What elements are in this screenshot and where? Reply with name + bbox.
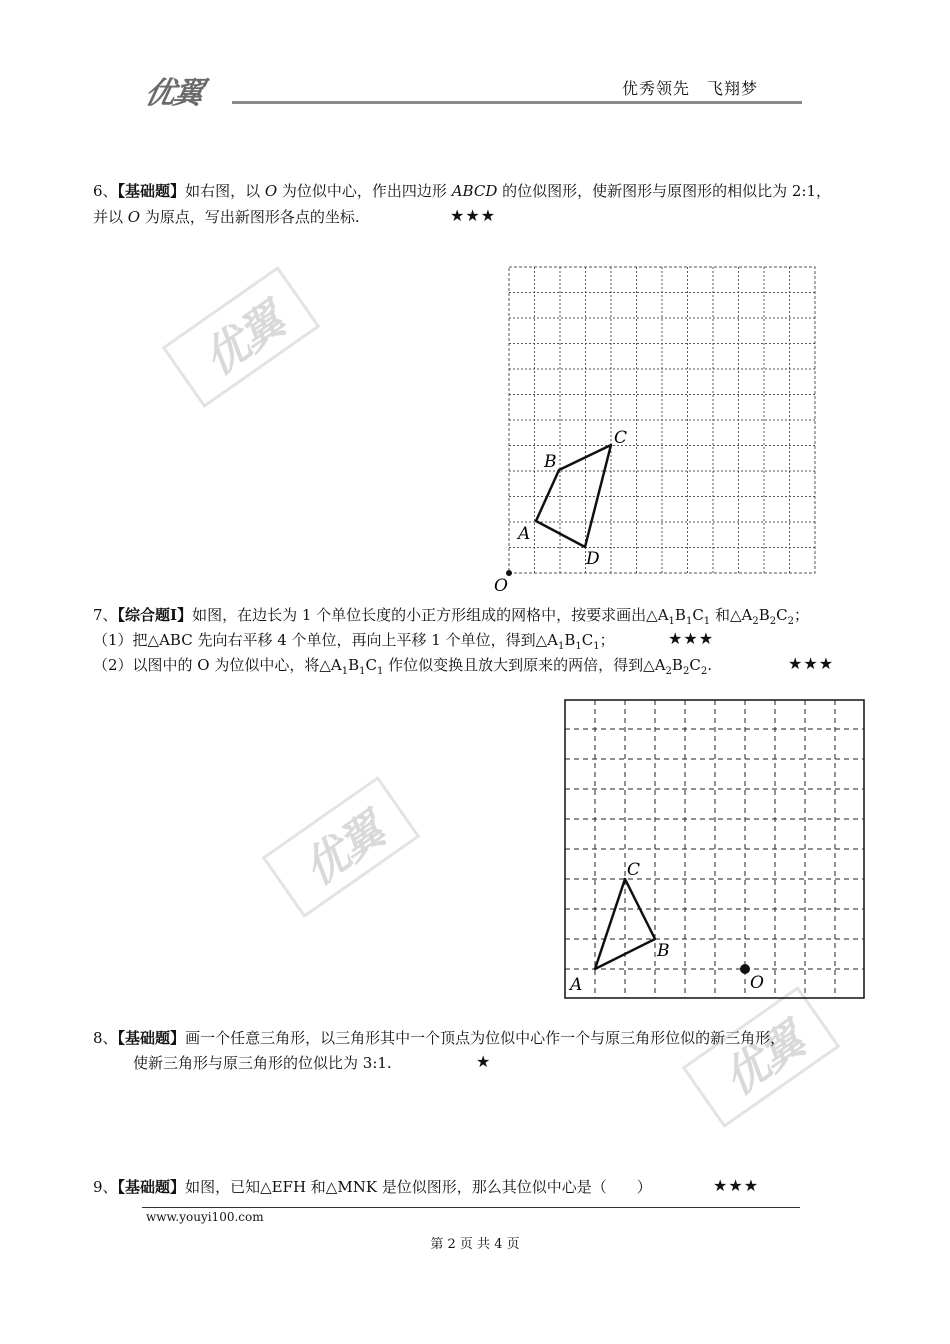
watermark-3: 优翼 [682, 986, 841, 1128]
q7-part2: （2）以图中的 O 为位似中心，将$\triangle A_1B_1C_1$ 作位似变换且放大到原来的两倍，得到$\triangle A_2B_2C_2$. [93, 656, 712, 677]
q8-tag: 【基础题】 [117, 1029, 186, 1047]
q6-label-c: C [614, 428, 628, 448]
q7-intro: 7、【综合题Ⅰ】如图，在边长为 1 个单位长度的小正方形组成的网格中，按要求画出$\triangle A_1B_1C_1$ 和$\triangle A_2B_2C_2$； [93, 606, 809, 627]
header-divider [232, 101, 802, 104]
q6-difficulty-stars: ★★★ [450, 206, 497, 225]
q8-line1: 8、【基础题】画一个任意三角形，以三角形其中一个顶点为位似中心作一个与原三角形位似的新三角形， [93, 1029, 786, 1047]
q9-line: 9、【基础题】如图，已知△EFH 和△MNK 是位似图形，那么其位似中心是（ ） [93, 1178, 652, 1196]
brand-logo: 优翼 [141, 76, 205, 111]
q7-label-a: A [570, 975, 583, 995]
q7-label-b: B [657, 941, 670, 961]
q9-difficulty-stars: ★★★ [713, 1176, 760, 1195]
q6-label-b: B [544, 452, 557, 472]
q6-label-a: A [518, 524, 531, 544]
q6-figure [490, 262, 830, 597]
q7-label-o: O [750, 973, 764, 993]
q8-line2: 使新三角形与原三角形的位似比为 3:1. [133, 1054, 392, 1072]
q6-grid [509, 267, 815, 573]
q6-line1: 6、【基础题】如右图，以 O 为位似中心，作出四边形 ABCD 的位似图形，使新图形与原图形的相似比为 2:1， [93, 182, 832, 200]
header-slogan: 优秀领先 飞翔梦 [622, 79, 759, 98]
q7-part1: （1）把△ABC 先向右平移 4 个单位，再向上平移 1 个单位，得到$\triangle A_1B_1C_1$； [93, 631, 615, 652]
q7-part1-stars: ★★★ [668, 629, 715, 648]
q9-number: 9、 [93, 1178, 118, 1196]
q8-number: 8、 [93, 1029, 118, 1047]
q7-figure [560, 695, 870, 1000]
q6-line2: 并以 O 为原点，写出新图形各点的坐标. [93, 208, 360, 226]
q7-grid [565, 700, 864, 998]
q9-tag: 【基础题】 [117, 1178, 186, 1196]
q6-tag: 【基础题】 [117, 182, 186, 200]
watermark-2: 优翼 [262, 776, 421, 918]
footer-divider [142, 1207, 800, 1208]
q7-label-c: C [627, 860, 641, 880]
footer-url[interactable]: www.youyi100.com [146, 1210, 264, 1224]
q6-label-d: D [586, 549, 600, 569]
q7-tag: 【综合题Ⅰ】 [117, 606, 193, 624]
q6-label-o: O [494, 576, 508, 596]
q7-part2-stars: ★★★ [788, 654, 835, 673]
page-number: 第 2 页 共 4 页 [430, 1237, 520, 1252]
q6-number: 6、 [93, 182, 118, 200]
q8-difficulty-stars: ★ [476, 1052, 492, 1071]
q7-center-point-o [740, 964, 750, 974]
q7-number: 7、 [93, 606, 118, 624]
watermark-1: 优翼 [162, 266, 321, 408]
